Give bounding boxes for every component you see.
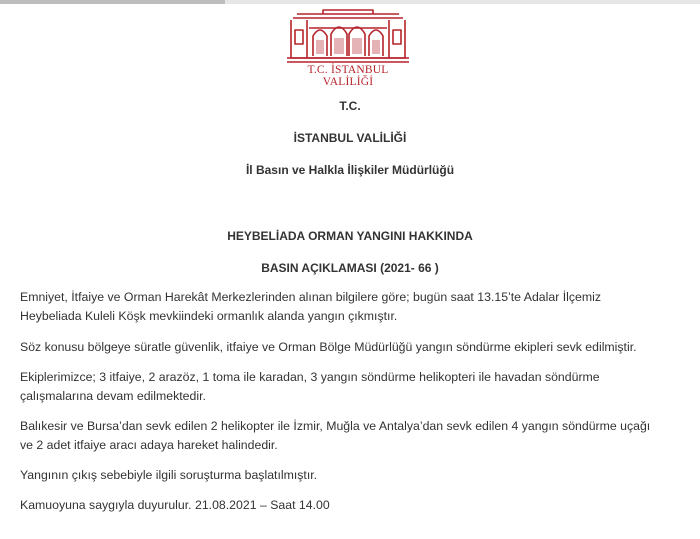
- paragraph-6: [20, 496, 680, 515]
- header-istanbul-valiligi: İSTANBUL VALİLİĞİ: [293, 131, 407, 145]
- press-release-subtitle: BASIN AÇIKLAMASI (2021- 66 ): [261, 261, 439, 275]
- header-tc: T.C.: [339, 99, 361, 113]
- paragraph-3-line-1: Ekiplerimizce; 3 itfaiye, 2 arazöz, 1 toma ile karadan, 3 yangın söndürme helikopteri ile havadan söndürme: [20, 370, 600, 384]
- header-department: İl Basın ve Halkla İlişkiler Müdürlüğü: [245, 163, 455, 177]
- browser-top-bar: [0, 0, 700, 4]
- paragraph-4: [20, 417, 680, 455]
- paragraph-1-line-2: Heybeliada Kuleli Köşk mevkiindeki ormanlık alanda yangın çıkmıştır.: [20, 309, 398, 323]
- paragraph-1-line-1: Emniyet, İtfaiye ve Orman Harekât Merkezlerinden alınan bilgilere göre; bugün saat 13.15’te Adalar İlçemiz: [20, 290, 601, 304]
- logo-text: T.C. İSTANBUL VALİLİĞİ: [307, 64, 389, 88]
- paragraph-4-line-2: ve 2 adet itfaiye aracı adaya hareket halindedir.: [20, 438, 278, 452]
- paragraph-3-line-2: çalışmalarına devam edilmektedir.: [20, 389, 206, 403]
- paragraph-3: [20, 368, 680, 406]
- paragraph-5: [20, 466, 680, 485]
- paragraph-2-line-1: Söz konusu bölgeye süratle güvenlik, itfaiye ve Orman Bölge Müdürlüğü yangın söndürme ekipleri sevk edilmiştir.: [20, 340, 637, 354]
- paragraph-6-line-1: Kamuoyuna saygıyla duyurulur. 21.08.2021 – Saat 14.00: [20, 498, 330, 512]
- top-bar-accent: [0, 0, 225, 4]
- paragraph-1: [20, 288, 680, 326]
- press-release-title: HEYBELİADA ORMAN YANGINI HAKKINDA: [227, 229, 473, 243]
- paragraph-2: [20, 338, 680, 357]
- paragraph-5-line-1: Yangının çıkış sebebiyle ilgili soruşturma başlatılmıştır.: [20, 468, 318, 482]
- paragraph-4-line-1: Balıkesir ve Bursa’dan sevk edilen 2 helikopter ile İzmir, Muğla ve Antalya’dan sevk edilen 4 yangın söndürme uçağı: [20, 419, 651, 433]
